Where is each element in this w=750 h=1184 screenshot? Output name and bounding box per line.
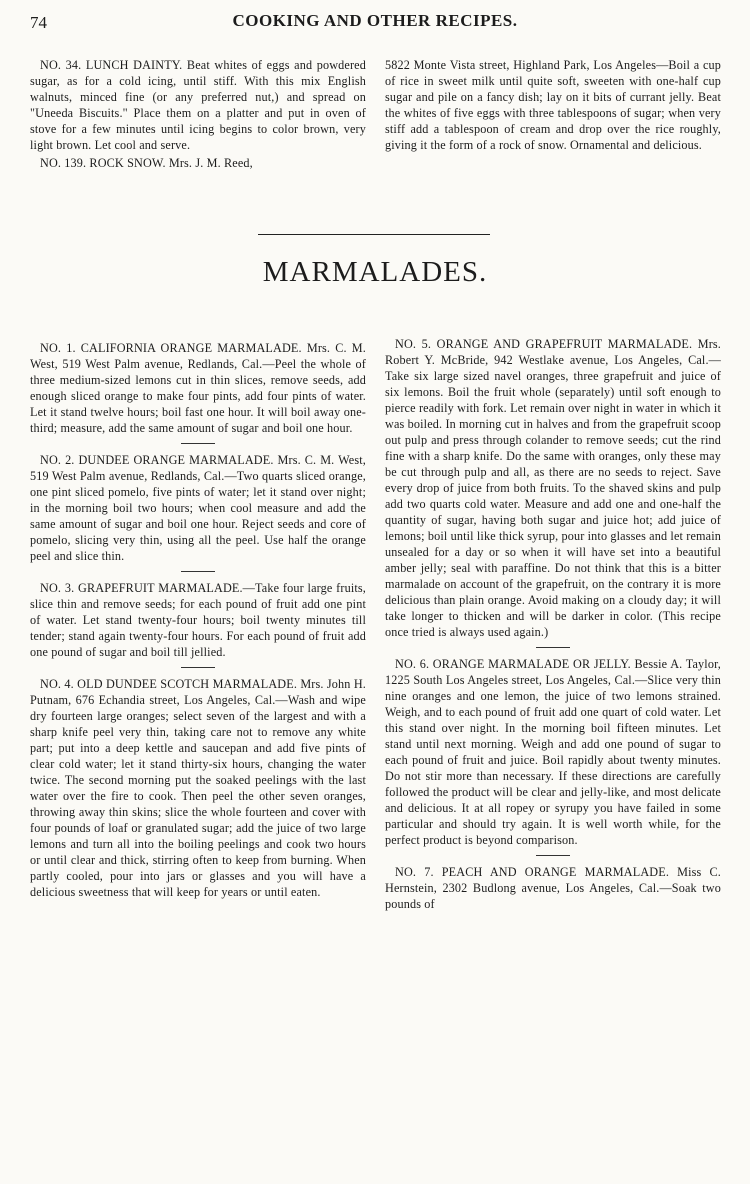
- top-right-column: [385, 57, 721, 153]
- recipe-7: NO. 7. PEACH AND ORANGE MARMALADE. Miss C. Hernstein, 2302 Budlong avenue, Los Angeles, Cal.—Soak two pounds of: [385, 865, 721, 911]
- recipe-3: NO. 3. GRAPEFRUIT MARMALADE.—Take four large fruits, slice thin and remove seeds; for each pound of fruit add one pint of water. Let stand twenty-four hours; boil twenty minutes till tender; stand again twenty-four hours. For each pound of fruit add one pound of sugar and boil till jellied.: [30, 581, 366, 659]
- recipe-1: NO. 1. CALIFORNIA ORANGE MARMALADE. Mrs. C. M. West, 519 West Palm avenue, Redlands, Cal.—Peel the whole of three medium-sized lemons cut in thin slices, remove seeds, add enough sliced orange to make four pints, add four pints of water. Let it stand twelve hours; boil fast one hour. It will boil away one-third; measure, add the same amount of sugar and boil one hour.: [30, 341, 366, 435]
- recipe-separator: [181, 571, 215, 572]
- recipe-rock-snow-heading: NO. 139. ROCK SNOW. Mrs. J. M. Reed,: [40, 156, 253, 170]
- left-column: [30, 340, 366, 900]
- page-number: 74: [30, 13, 47, 32]
- recipe-separator: [181, 443, 215, 444]
- recipe-2: NO. 2. DUNDEE ORANGE MARMALADE. Mrs. C. M. West, 519 West Palm avenue, Redlands, Cal.—Two quarts sliced orange, one pint sliced pomelo, five pints of water; let it stand over night; in the morning boil two hours; when cool measure and add the same amount of sugar and boil one hour. Reject seeds and core of pomelo, slicing very thin, using all the peel. Use half the orange peel and slice thin.: [30, 453, 366, 563]
- recipe-separator: [181, 667, 215, 668]
- section-title: MARMALADES.: [262, 256, 488, 288]
- recipe-lunch-dainty: NO. 34. LUNCH DAINTY. Beat whites of eggs and powdered sugar, as for a cold icing, until stiff. With this mix English walnuts, minced fine (or any preferred nut,) and spread on "Uneeda Biscuits." Place them on a platter and put in oven of stove for a few minutes until icing begins to color brown, very light brown. Let cool and serve.: [30, 58, 366, 152]
- recipe-separator: [536, 647, 570, 648]
- recipe-4: NO. 4. OLD DUNDEE SCOTCH MARMALADE. Mrs. John H. Putnam, 676 Echandia street, Los Angeles, Cal.—Wash and wipe dry fourteen large oranges; select seven of the largest and with a sharp knife peel very thin, taking care not to remove any white part; put into a deep kettle and saucepan and add five pints of clear cold water; let it stand thirty-six hours, changing the water twice. The second morning put the soaked peelings with the last water over the fire to cook. Then peel the other seven oranges, throwing away thin skins; slice the whole fourteen and cover with four pounds of loaf or granulated sugar; add the juice of two large lemons and turn all into the boiling peelings and cook two hours or until clear and thick, stirring often to keep from burning. When partly cooled, pour into jars or glasses and you will have a delicious sweetness that will keep for years or until eaten.: [30, 677, 366, 899]
- recipe-6: NO. 6. ORANGE MARMALADE OR JELLY. Bessie A. Taylor, 1225 South Los Angeles street, Los Angeles, Cal.—Slice very thin nine oranges and one lemon, the juice of two lemons strained. Weigh, and to each pound of fruit add one quart of cold water. Let this stand over night. In the morning boil fifteen minutes. Let stand until next morning. Weigh and add one pound of sugar to each pound of fruit and juice. Boil rapidly about twenty minutes. Do not stir more than necessary. If these directions are carefully followed the product will be clear and jelly-like, and most delicate and delicious. It at all ropey or syrupy you have failed in some particular and should try again. It is well worth while, for the perfect product is beyond comparison.: [385, 657, 721, 847]
- top-left-column: [30, 57, 366, 171]
- recipe-5: NO. 5. ORANGE AND GRAPEFRUIT MARMALADE. Mrs. Robert Y. McBride, 942 Westlake avenue, Los Angeles, Cal.—Take six large sized navel oranges, three grapefruit and juice of six lemons. Boil the fruit whole (separately) until soft enough to pierce readily with fork. Let remain over night in water in which it was boiled. In morning cut in halves and from the grapefruit scoop out pulp and press through colander to remove seeds; cut the rind fine with a sharp knife. Do the same with oranges, only these may be cut through pulp and all, as there are no seeds to reject. Save every drop of juice from both fruits. To the shaved skins and pulp add two quarts cold water. Measure and add one and one-half the quantity of sugar, having both sugar and juice hot; add juice of lemons; boil until like thick syrup, pour into glasses and let remain unsealed for a day or so when it will have set into a beautiful amber jelly; seal with paraffine. Do not think that this is a bitter marmalade on account of the grapefruit, on the contrary it is more delicious than plain orange. Avoid making on a cloudy day; it will take longer to thicken and will be darker in color. (This recipe once tried is always used again.): [385, 337, 721, 639]
- section-divider: [258, 234, 490, 235]
- recipe-rock-snow-continued: 5822 Monte Vista street, Highland Park, Los Angeles—Boil a cup of rice in sweet milk until quite soft, sweeten with one-half cup sugar and pile on a fancy dish; lay on it bits of currant jelly. Beat the whites of five eggs with three tablespoons of sugar; when very stiff add a tablespoon of cream and drop over the rice roughly, giving it the form of a rock of snow. Ornamental and delicious.: [385, 58, 721, 152]
- recipe-separator: [536, 855, 570, 856]
- running-title: COOKING AND OTHER RECIPES.: [232, 11, 518, 30]
- right-column: [385, 336, 721, 912]
